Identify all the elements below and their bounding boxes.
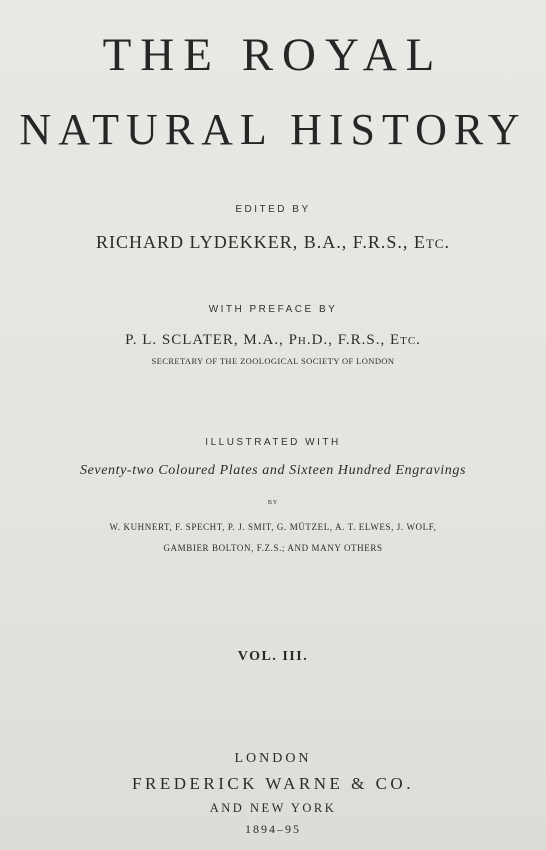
imprint-publisher: FREDERICK WARNE & CO. (132, 774, 414, 793)
artists-line-1: W. KUHNERT, F. SPECHT, P. J. SMIT, G. MÜTZEL, A. T. ELWES, J. WOLF, (109, 522, 437, 532)
imprint-second-city: AND NEW YORK (209, 801, 337, 815)
editor-name: RICHARD LYDEKKER, B.A., F.R.S., Etc. (96, 232, 450, 252)
illustrated-label: ILLUSTRATED WITH (205, 437, 341, 448)
volume-number: VOL. III. (237, 649, 309, 664)
edited-by-label: EDITED BY (235, 204, 311, 215)
imprint-years: 1894–95 (245, 822, 301, 836)
imprint-city: LONDON (234, 751, 312, 766)
preface-author: P. L. SCLATER, M.A., Ph.D., F.R.S., Etc. (125, 332, 421, 348)
by-label: BY (267, 500, 279, 506)
title-line-2: NATURAL HISTORY (19, 105, 527, 154)
preface-author-role: SECRETARY OF THE ZOOLOGICAL SOCIETY OF LONDON (151, 356, 395, 366)
preface-label: WITH PREFACE BY (208, 304, 338, 315)
title-line-1: THE ROYAL (102, 29, 444, 81)
illustrations-description: Seventy-two Coloured Plates and Sixteen Hundred Engravings (79, 463, 467, 478)
artists-line-2: GAMBIER BOLTON, F.Z.S.; AND MANY OTHERS (163, 543, 383, 553)
